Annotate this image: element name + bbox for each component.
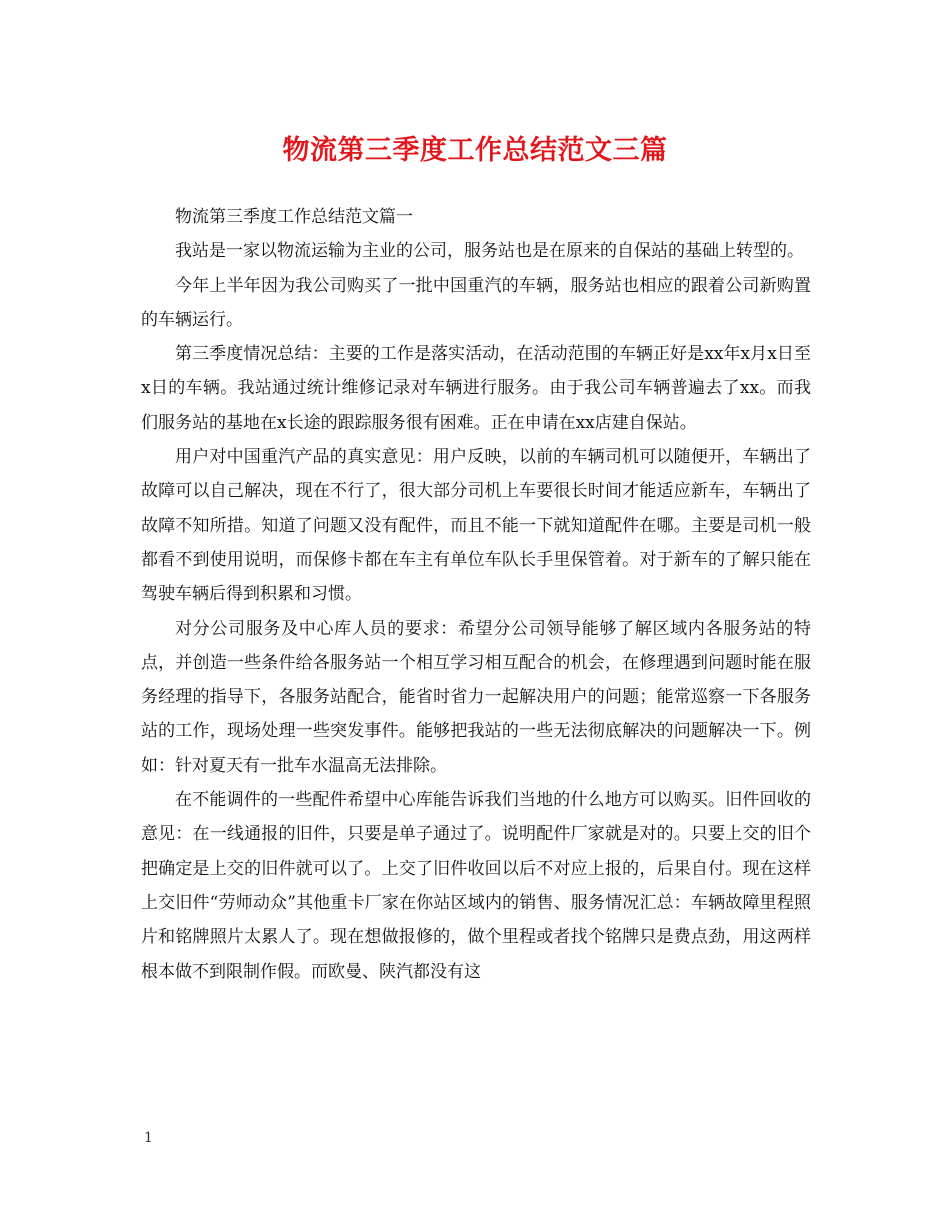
- document-title: 物流第三季度工作总结范文三篇: [282, 135, 668, 166]
- paragraph: 用户对中国重汽产品的真实意见：用户反映，以前的车辆司机可以随便开，车辆出了故障可以自己解决，现在不行了，很大部分司机上车要很长时间才能适应新车，车辆出了故障不知所措。知道了问题又没有配件，而且不能一下就知道配件在哪。主要是司机一般都看不到使用说明，而保修卡都在车主有单位车队长手里保管着。对于新车的了解只能在驾驶车辆后得到积累和习惯。: [141, 447, 811, 605]
- paragraph: 今年上半年因为我公司购买了一批中国重汽的车辆，服务站也相应的跟着公司新购置的车辆运行。: [141, 275, 811, 330]
- paragraph: 第三季度情况总结：主要的工作是落实活动，在活动范围的车辆正好是xx年x月x日至x日的车辆。我站通过统计维修记录对车辆进行服务。由于我公司车辆普遍去了xx。而我们服务站的基地在x长途的跟踪服务很有困难。正在申请在xx店建自保站。: [141, 344, 811, 433]
- document-body: [141, 200, 811, 989]
- paragraph: 在不能调件的一些配件希望中心库能告诉我们当地的什么地方可以购买。旧件回收的意见：在一线通报的旧件，只要是单子通过了。说明配件厂家就是对的。只要上交的旧个把确定是上交的旧件就可以了。上交了旧件收回以后不对应上报的，后果自付。现在这样上交旧件“劳师动众”其他重卡厂家在你站区域内的销售、服务情况汇总：车辆故障里程照片和铭牌照片太累人了。现在想做报修的，做个里程或者找个铭牌只是费点劲，用这两样根本做不到限制作假。而欧曼、陕汽都没有这: [141, 790, 811, 982]
- paragraph: 对分公司服务及中心库人员的要求：希望分公司领导能够了解区域内各服务站的特点，并创造一些条件给各服务站一个相互学习相互配合的机会，在修理遇到问题时能在服务经理的指导下，各服务站配合，能省时省力一起解决用户的问题；能常巡察一下各服务站的工作，现场处理一些突发事件。能够把我站的一些无法彻底解决的问题解决一下。例如：针对夏天有一批车水温高无法排除。: [141, 618, 811, 776]
- section-heading: 物流第三季度工作总结范文篇一: [175, 207, 413, 227]
- paragraph: 我站是一家以物流运输为主业的公司，服务站也是在原来的自保站的基础上转型的。: [175, 241, 804, 262]
- page-number: 1: [144, 1130, 153, 1146]
